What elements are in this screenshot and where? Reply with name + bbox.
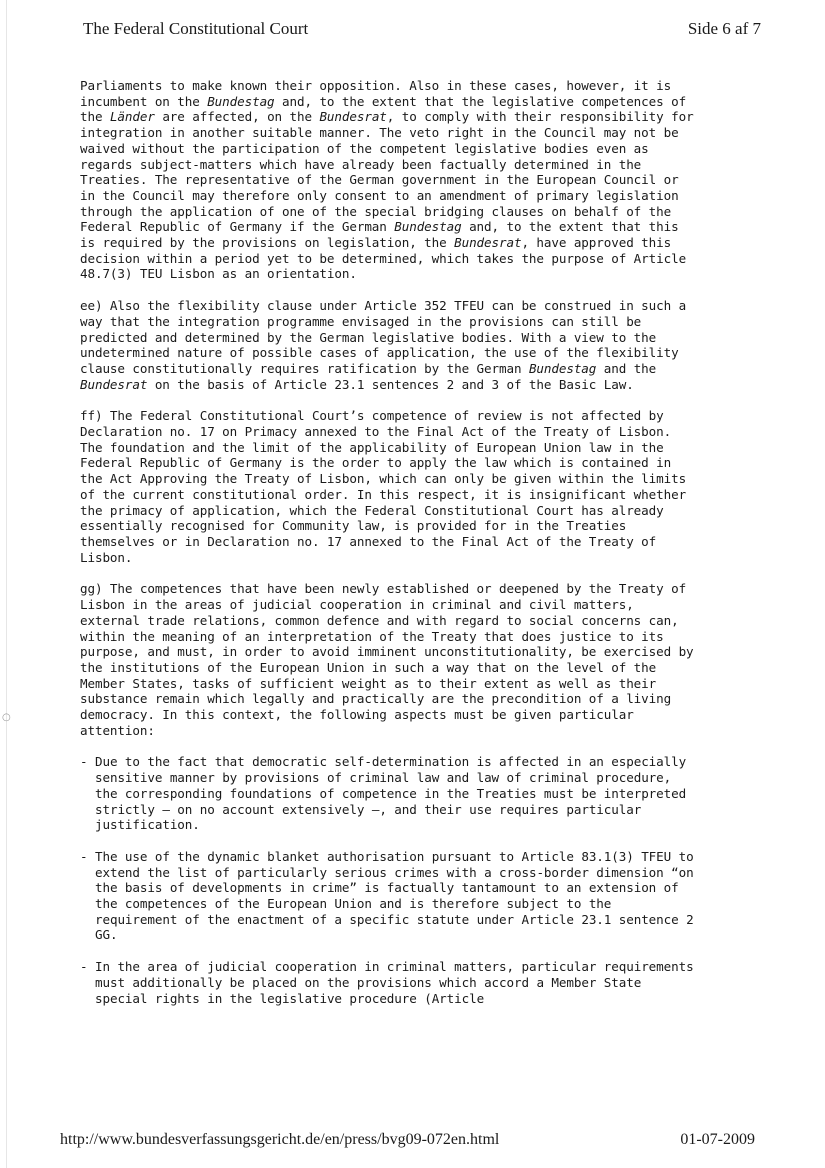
aspect-list bbox=[80, 754, 698, 1006]
paragraph-ff: ff) The Federal Constitutional Court’s competence of review is not affected by Declaration no. 17 on Primacy annexed to the Final Act of the Treaty of Lisbon. The foundation and the limit of the applicability of European Union law in the Federal Republic of Germany is the order to apply the law which is contained in the Act Approving the Treaty of Lisbon, which can only be given within the limits of the current constitutional order. In this respect, it is insignificant whether the primacy of application, which the Federal Constitutional Court has already essentially recognised for Community law, is provided for in the Treaties themselves or in Declaration no. 17 annexed to the Final Act of the Treaty of Lisbon. bbox=[80, 408, 687, 565]
paragraph-gg: gg) The competences that have been newly established or deepened by the Treaty of Lisbon in the areas of judicial cooperation in criminal and civil matters, external trade relations, common defence and with regard to social concerns can, within the meaning of an interpretation of the Treaty that does justice to its purpose, and must, in order to avoid imminent unconstitutionality, be exercised by the institutions of the European Union in such a way that on the level of the Member States, tasks of sufficient weight as to their extent as well as their substance remain which legally and practically are the precondition of a living democracy. In this context, the following aspects must be given particular attention: bbox=[80, 581, 694, 738]
print-date: 01-07-2009 bbox=[680, 1131, 755, 1148]
source-url: http://www.bundesverfassungsgericht.de/en/press/bvg09-072en.html bbox=[60, 1131, 500, 1148]
list-item: - In the area of judicial cooperation in criminal matters, particular requirements must additionally be placed on the provisions which accord a Member State special rights in the legislative procedure (Article bbox=[80, 959, 698, 1006]
paragraph-ee: ee) Also the flexibility clause under Article 352 TFEU can be construed in such a way that the integration programme envisaged in the provisions can still be predicted and determined by the German legislative bodies. With a view to the undetermined nature of possible cases of application, the use of the flexibility clause constitutionally requires ratification by the German Bundestag and the Bundesrat on the basis of Article 23.1 sentences 2 and 3 of the Basic Law. bbox=[80, 298, 687, 392]
document-body bbox=[80, 78, 698, 1022]
punch-hole-icon: ○ bbox=[2, 712, 11, 723]
paragraph-parliaments: Parliaments to make known their opposition. Also in these cases, however, it is incumbent on the Bundestag and, to the extent that the legislative competences of the Länder are affected, on the Bundesrat, to comply with their responsibility for integration in another suitable manner. The veto right in the Council may not be waived without the participation of the competent legislative bodies even as regards subject-matters which have already been factually determined in the Treaties. The representative of the German government in the European Council or in the Council may therefore only consent to an amendment of primary legislation through the application of one of the special bridging clauses on behalf of the Federal Republic of Germany if the German Bundestag and, to the extent that this is required by the provisions on legislation, the Bundesrat, have approved this decision within a period yet to be determined, which takes the purpose of Article 48.7(3) TEU Lisbon as an orientation. bbox=[80, 78, 694, 282]
list-item: - Due to the fact that democratic self-determination is affected in an especially sensitive manner by provisions of criminal law and law of criminal procedure, the corresponding foundations of competence in the Treaties must be interpreted strictly – on no account extensively –, and their use requires particular justification. bbox=[80, 754, 698, 833]
page-header-title: The Federal Constitutional Court bbox=[83, 19, 309, 38]
list-item: - The use of the dynamic blanket authorisation pursuant to Article 83.1(3) TFEU to extend the list of particularly serious crimes with a cross-border dimension “on the basis of developments in crime” is factually tantamount to an extension of the competences of the European Union and is therefore subject to the requirement of the enactment of a specific statute under Article 23.1 sentence 2 GG. bbox=[80, 849, 698, 943]
scan-edge-line bbox=[6, 0, 7, 1168]
page-number: Side 6 af 7 bbox=[687, 19, 761, 38]
